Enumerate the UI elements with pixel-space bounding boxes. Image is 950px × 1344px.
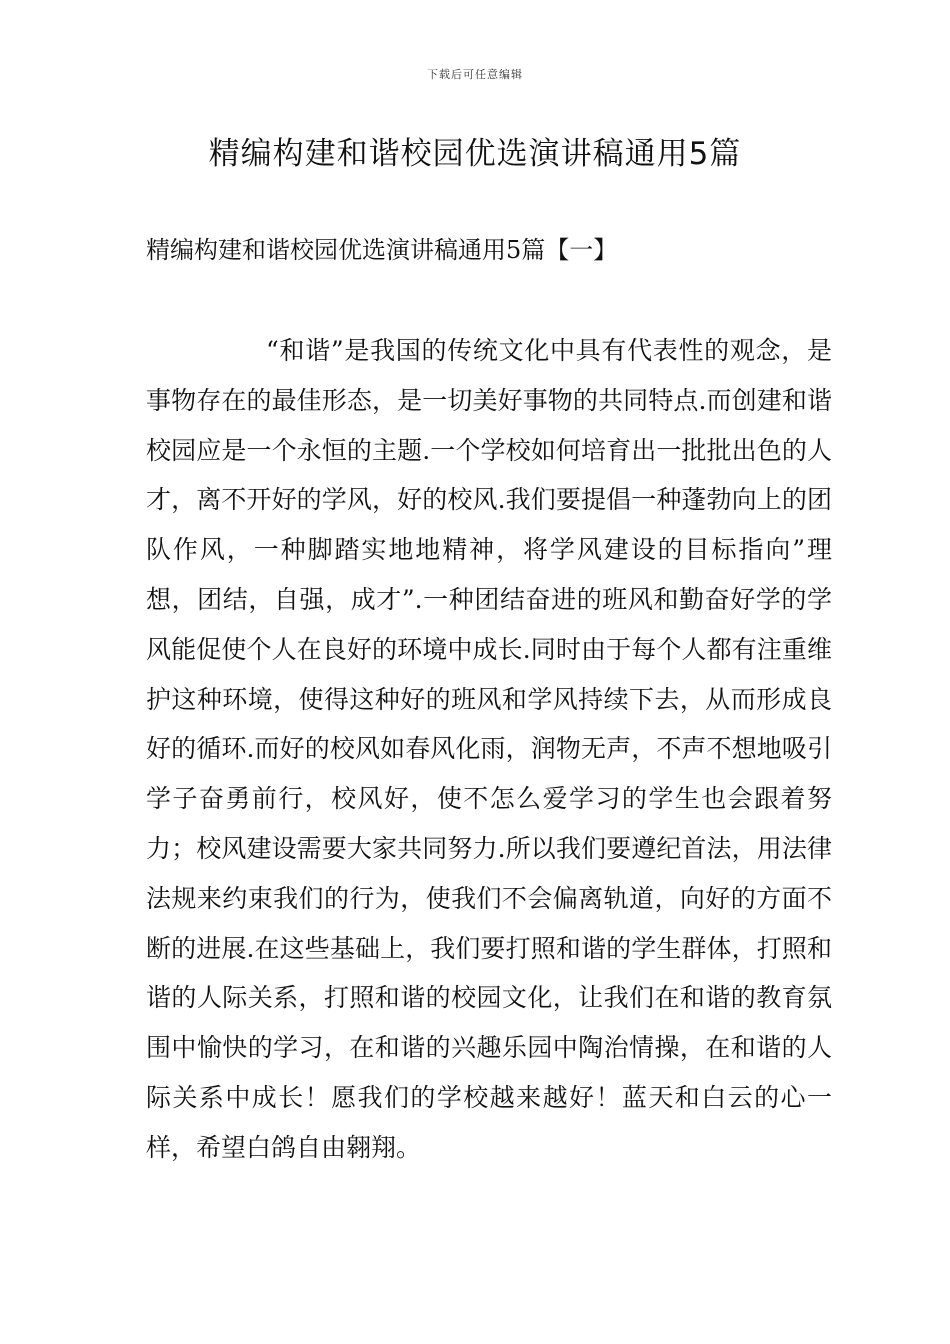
document-title: 精编构建和谐校园优选演讲稿通用5篇 (208, 136, 742, 172)
section-title: 精编构建和谐校园优选演讲稿通用5篇【一】 (146, 236, 618, 264)
header-note: 下载后可任意编辑 (427, 68, 523, 81)
body-paragraph: “和谐”是我国的传统文化中具有代表性的观念，是事物存在的最佳形态，是一切美好事物的共同特点.而创建和谐校园应是一个永恒的主题.一个学校如何培育出一批批出色的人才，离不开好的学风，好的校风.我们要提倡一种蓬勃向上的团队作风，一种脚踏实地地精神，将学风建设的目标指向”理想，团结，自强，成才”.一种团结奋进的班风和勤奋好学的学风能促使个人在良好的环境中成长.同时由于每个人都有注重维护这种环境，使得这种好的班风和学风持续下去，从而形成良好的循环.而好的校风如春风化雨，润物无声，不声不想地吸引学子奋勇前行，校风好，使不怎么爱学习的学生也会跟着努力；校风建设需要大家共同努力.所以我们要遵纪首法，用法律法规来约束我们的行为，使我们不会偏离轨道，向好的方面不断的进展.在这些基础上，我们要打照和谐的学生群体，打照和谐的人际关系，打照和谐的校园文化，让我们在和谐的教育氛围中愉快的学习，在和谐的兴趣乐园中陶治情操，在和谐的人际关系中成长！愿我们的学校越来越好！蓝天和白云的心一样，希望白鸽自由翱翔。 (146, 336, 832, 1162)
